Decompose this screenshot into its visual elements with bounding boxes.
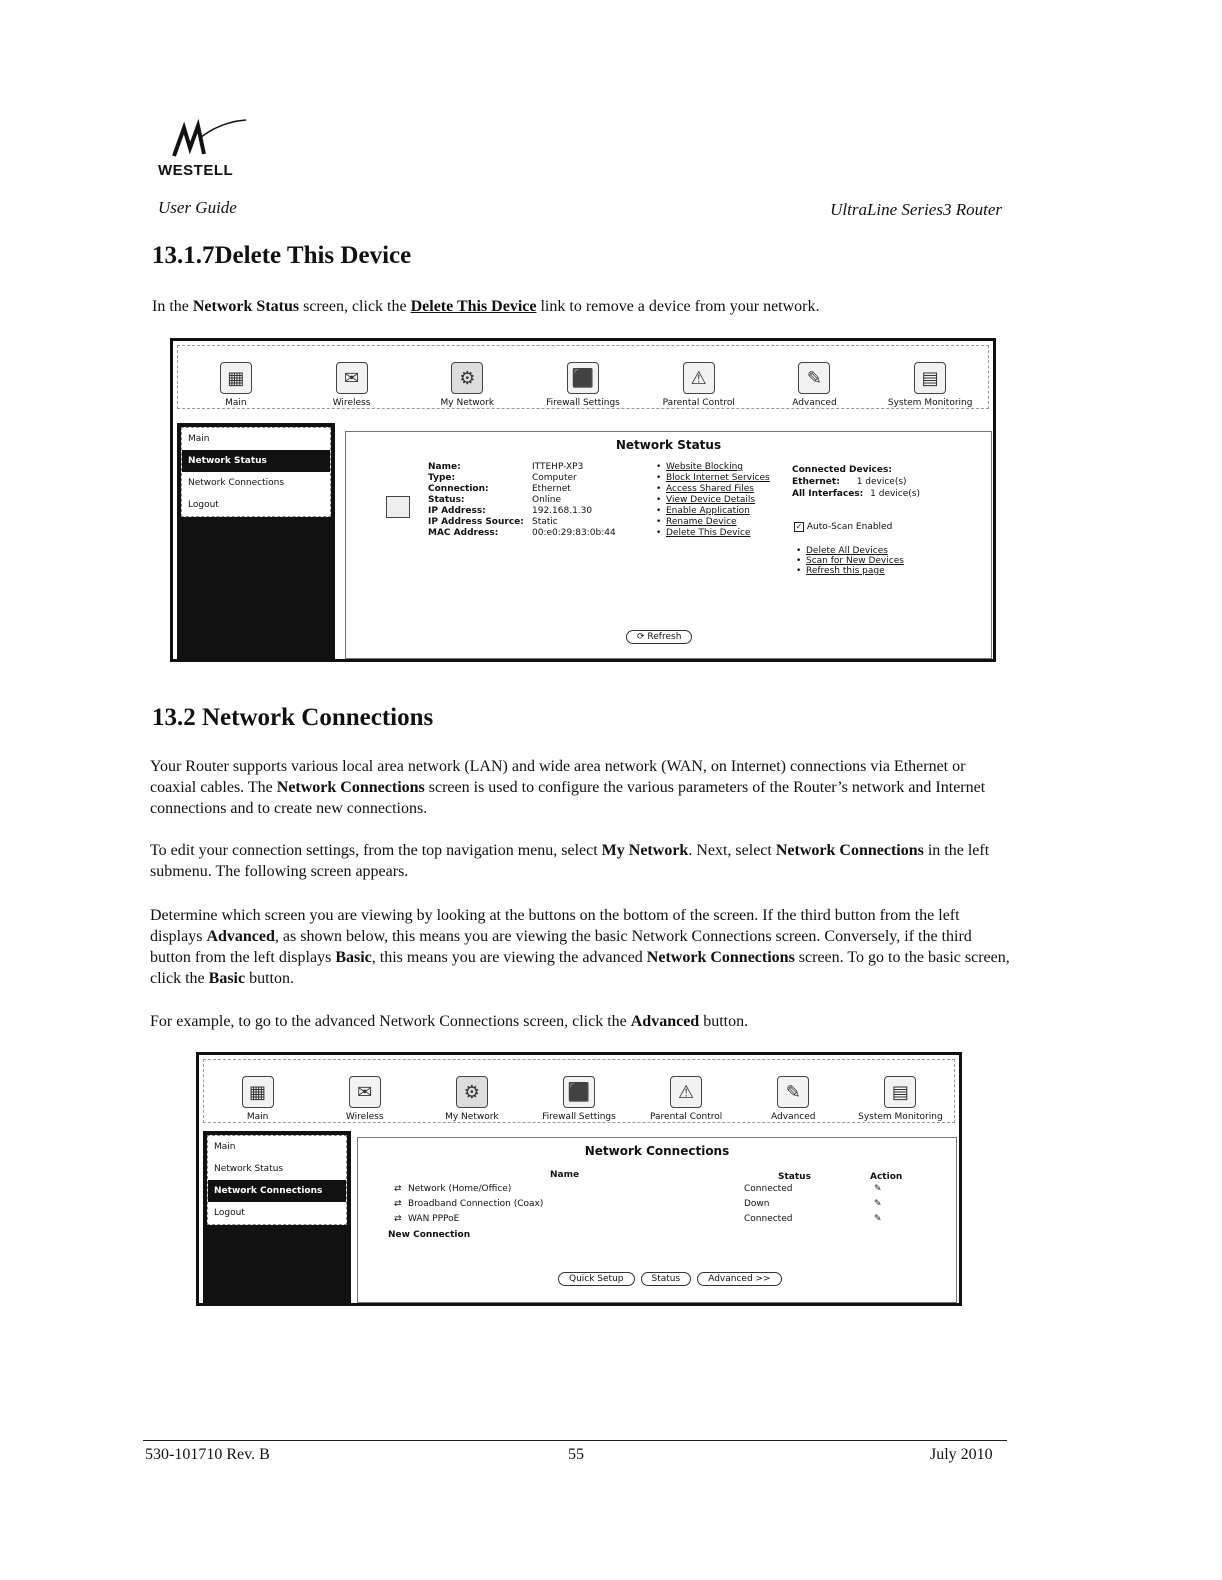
my-network-icon: ⚙ [456,1076,488,1108]
connection-icon: ⇄ [394,1199,402,1209]
nav-item-my-network[interactable] [418,1076,525,1122]
nav-label: Parental Control [662,398,735,408]
table-row [394,1199,934,1214]
advanced-button[interactable]: Advanced >> [697,1272,781,1286]
refresh-button[interactable]: ⟳ Refresh [626,630,692,644]
network-connections-panel [357,1137,957,1303]
device-value: Ethernet [532,484,571,494]
table-row [394,1214,934,1229]
device-action-link[interactable]: • Delete This Device [656,528,751,538]
section2-p1: Your Router supports various local area network (LAN) and wide area network (WAN, on Internet) connections via Ethernet or coaxial cables. The Network Connections screen is used to configure the various parameters of the Router’s network and Internet connections and to create new connections. [150,758,986,817]
bullet-icon: • [796,566,802,576]
sidebar-item-main[interactable]: Main [214,1142,236,1152]
parental-control-icon: ⚠ [683,362,715,394]
section1-intro: In the Network Status screen, click the Delete This Device link to remove a device from your network. [152,298,820,315]
device-value: Static [532,517,558,527]
network-status-panel [345,431,992,659]
nav-item-main[interactable] [204,1076,311,1122]
nav-label: System Monitoring [858,1112,943,1122]
connection-status: Down [744,1199,770,1209]
my-network-icon: ⚙ [451,362,483,394]
computer-icon [386,496,410,518]
top-nav [177,345,989,409]
firewall-icon: ⬛ [567,362,599,394]
device-label: Type: [428,473,456,483]
advanced-icon: ✎ [798,362,830,394]
sidebar-item-network-status[interactable]: Network Status [214,1164,284,1174]
sidebar-item-logout[interactable]: Logout [214,1208,245,1218]
device-action-link[interactable]: • Block Internet Services [656,473,770,483]
wireless-icon: ✉ [336,362,368,394]
nav-item-firewall-settings[interactable] [525,1076,632,1122]
nav-label: My Network [445,1112,499,1122]
section2-p4: For example, to go to the advanced Network Connections screen, click the Advanced button. [150,1013,749,1030]
nav-item-parental-control[interactable] [641,362,757,408]
device-value: Computer [532,473,577,483]
table-row [394,1184,934,1199]
footer-right: July 2010 [930,1446,993,1463]
sidebar-item-network-connections[interactable]: Network Connections [208,1180,346,1202]
new-connection-link[interactable]: New Connection [388,1230,471,1240]
system-monitoring-icon: ▤ [914,362,946,394]
device-action-link[interactable]: • Access Shared Files [656,484,754,494]
bullet-icon: • [656,528,662,538]
nav-item-advanced[interactable] [740,1076,847,1122]
westell-logo [170,118,250,167]
connection-name[interactable]: Network (Home/Office) [408,1184,512,1194]
sidebar-item-network-connections[interactable]: Network Connections [188,478,285,488]
device-action-link[interactable]: • View Device Details [656,495,756,505]
section-heading-2: 13.2 Network Connections [152,704,434,731]
section-heading-1: 13.1.7Delete This Device [152,242,412,269]
footer-rule [143,1440,1007,1441]
nav-item-parental-control[interactable] [633,1076,740,1122]
device-action-link[interactable]: • Website Blocking [656,462,743,472]
sidebar-item-network-status[interactable]: Network Status [182,450,330,472]
header-left: User Guide [158,198,237,217]
bullet-icon: • [656,462,662,472]
section2-p2: To edit your connection settings, from the top navigation menu, select My Network. Next, select Network Connections in the left submenu. The following screen appears. [150,842,990,880]
device-list-link[interactable]: • Delete All Devices [796,546,888,556]
device-value: ITTEHP-XP3 [532,462,584,472]
bullet-icon: • [656,506,662,516]
footer-left: 530-101710 Rev. B [145,1446,270,1463]
sidebar-item-logout[interactable]: Logout [188,500,219,510]
main-icon: ▦ [242,1076,274,1108]
nav-item-wireless[interactable] [311,1076,418,1122]
connection-name[interactable]: WAN PPPoE [408,1214,460,1224]
device-list-link[interactable]: • Refresh this page [796,566,885,576]
device-label: IP Address: [428,506,486,516]
device-action-link[interactable]: • Enable Application [656,506,750,516]
nav-label: My Network [440,398,495,408]
bullet-icon: • [656,473,662,483]
bullet-icon: • [656,495,662,505]
device-action-link[interactable]: • Rename Device [656,517,737,527]
nav-label: Advanced [792,398,837,408]
bullet-icon: • [656,517,662,527]
wireless-icon: ✉ [349,1076,381,1108]
action-icon[interactable]: ✎ [874,1184,882,1194]
bullet-icon: • [796,556,802,566]
connection-status: Connected [744,1184,793,1194]
nav-label: Wireless [345,1112,384,1122]
status-button[interactable]: Status [641,1272,692,1286]
nav-label: Wireless [332,398,371,408]
connection-icon: ⇄ [394,1214,402,1224]
firewall-icon: ⬛ [563,1076,595,1108]
bullet-icon: • [656,484,662,494]
device-label: IP Address Source: [428,517,524,527]
nav-label: Firewall Settings [546,398,620,408]
section2-p3: Determine which screen you are viewing by looking at the buttons on the bottom of the screen. If the third button from the left displays Advanced, as shown below, this means you are viewing the basic Network Connections screen. Conversely, if the third button from the left displays Basic, this means you are viewing the advanced Network Connections screen. To go to the basic screen, click the Basic button. [150,907,1010,987]
connected-devices: Connected Devices: Ethernet: 1 device(s) All Interfaces: 1 device(s) [792,465,921,499]
nav-item-wireless[interactable] [294,362,410,408]
nav-item-advanced[interactable] [757,362,873,408]
nav-label: Parental Control [650,1112,723,1122]
brand-name: WESTELL [158,162,234,179]
nav-label: Firewall Settings [542,1112,616,1122]
header-right: UltraLine Series3 Router [830,200,1002,219]
advanced-icon: ✎ [777,1076,809,1108]
logo-mark-icon [170,118,250,162]
connection-icon: ⇄ [394,1184,402,1194]
device-label: MAC Address: [428,528,499,538]
col-action: Action [870,1172,903,1182]
network-status-screenshot [170,338,996,662]
col-name: Name [550,1170,580,1180]
device-label: Name: [428,462,461,472]
nav-item-system-monitoring[interactable] [872,362,988,408]
nav-label: System Monitoring [887,398,973,408]
nav-item-my-network[interactable] [409,362,525,408]
col-status: Status [778,1172,811,1182]
system-monitoring-icon: ▤ [884,1076,916,1108]
connection-status: Connected [744,1214,793,1224]
quick-setup-button[interactable]: Quick Setup [558,1272,635,1286]
nav-item-firewall-settings[interactable] [525,362,641,408]
sidebar-item-main[interactable]: Main [188,434,210,444]
device-value: 00:e0:29:83:0b:44 [532,528,616,538]
panel-title: Network Status [615,438,722,452]
nav-label: Main [246,1112,269,1122]
device-label: Status: [428,495,465,505]
device-list-link[interactable]: • Scan for New Devices [796,556,904,566]
nav-label: Main [225,398,247,408]
parental-control-icon: ⚠ [670,1076,702,1108]
nav-label: Advanced [771,1112,816,1122]
action-icon[interactable]: ✎ [874,1199,882,1209]
autoscan-checkbox[interactable]: ✓ Auto-Scan Enabled [795,522,893,532]
action-icon[interactable]: ✎ [874,1214,882,1224]
device-label: Connection: [428,484,489,494]
sidebar [177,423,335,659]
main-icon: ▦ [220,362,252,394]
sidebar [203,1131,351,1303]
connection-name[interactable]: Broadband Connection (Coax) [408,1199,544,1209]
nav-item-system-monitoring[interactable] [847,1076,954,1122]
bullet-icon: • [796,546,802,556]
nav-item-main[interactable] [178,362,294,408]
network-connections-screenshot [196,1052,962,1306]
top-nav [203,1059,955,1123]
page-number: 55 [568,1446,584,1463]
device-value: Online [532,495,562,505]
device-value: 192.168.1.30 [532,506,593,516]
panel-title: Network Connections [584,1144,730,1158]
